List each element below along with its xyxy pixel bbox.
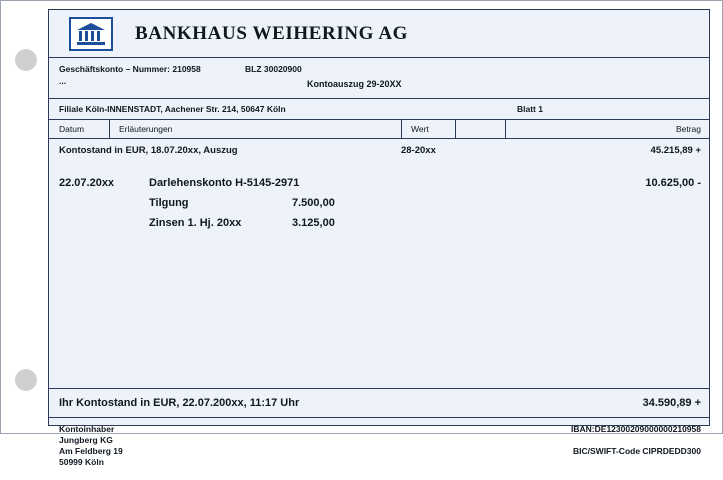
closing-balance-label: Ihr Kontostand in EUR, 22.07.200xx, 11:17 Uhr — [59, 397, 300, 409]
transaction-date: 22.07.20xx — [59, 177, 115, 189]
table-column-headers — [49, 120, 709, 139]
punch-hole-top — [15, 49, 37, 71]
info-ellipsis: ... — [59, 76, 67, 86]
column-divider-2 — [401, 120, 402, 138]
opening-balance-amount: 45.215,89 + — [650, 145, 701, 156]
branch-row — [49, 99, 709, 120]
table-row — [49, 177, 709, 239]
transaction-subitem-value-1: 7.500,00 — [292, 197, 335, 209]
column-divider-3 — [455, 120, 456, 138]
punch-hole-bottom — [15, 369, 37, 391]
bic-swift-code: BIC/SWIFT-Code CIPRDEDD300 — [573, 446, 701, 456]
column-header-date: Datum — [59, 124, 85, 134]
branch-address: Filiale Köln-INNENSTADT, Aachener Str. 214, 50647 Köln — [59, 104, 286, 114]
column-header-description: Erläuterungen — [119, 124, 173, 134]
statement-header — [49, 10, 709, 58]
bank-building-icon — [69, 17, 113, 51]
statement-footer — [49, 418, 709, 480]
bank-statement — [48, 9, 710, 467]
bank-code: BLZ 30020900 — [245, 64, 302, 74]
account-number: Geschäftskonto – Nummer: 210958 — [59, 64, 201, 74]
column-divider-1 — [109, 120, 110, 138]
transaction-subitem-label-1: Tilgung — [149, 197, 189, 209]
account-holder-label: Kontoinhaber — [59, 424, 115, 434]
opening-balance-row — [49, 139, 709, 161]
account-info — [49, 58, 709, 99]
transactions-body — [49, 139, 709, 389]
closing-balance-amount: 34.590,89 + — [642, 397, 701, 409]
account-holder-city: 50999 Köln — [59, 457, 104, 467]
statement-number: Kontoauszug 29-20XX — [307, 79, 402, 89]
opening-balance-label: Kontostand in EUR, 18.07.20xx, Auszug — [59, 145, 238, 156]
account-holder-street: Am Feldberg 19 — [59, 446, 123, 456]
iban: IBAN:DE12300209000000210958 — [571, 424, 701, 434]
transaction-amount: 10.625,00 - — [645, 177, 701, 189]
bank-name: BANKHAUS WEIHERING AG — [135, 22, 409, 44]
account-holder-name: Jungberg KG — [59, 435, 113, 445]
column-divider-4 — [505, 120, 506, 138]
transaction-subitem-value-2: 3.125,00 — [292, 217, 335, 229]
closing-balance-row — [49, 389, 709, 418]
opening-balance-value-date: 28-20xx — [401, 145, 436, 156]
sheet-number: Blatt 1 — [517, 104, 543, 114]
transaction-description: Darlehenskonto H-5145-2971 — [149, 177, 300, 189]
column-header-amount: Betrag — [675, 124, 701, 134]
transaction-subitem-label-2: Zinsen 1. Hj. 20xx — [149, 217, 242, 229]
column-header-value-date: Wert — [411, 124, 429, 134]
